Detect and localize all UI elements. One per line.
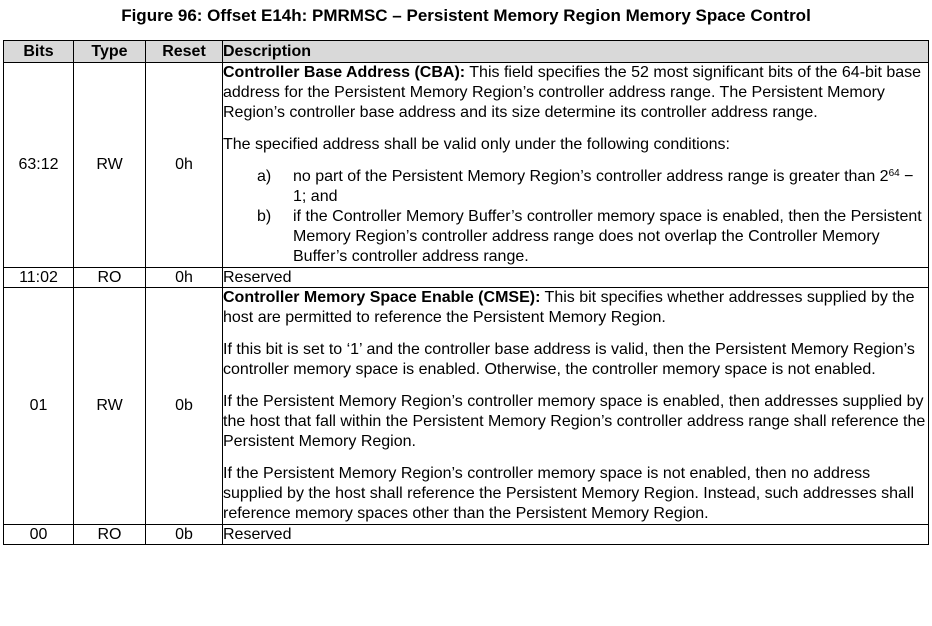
header-type: Type	[74, 41, 146, 63]
cell-type: RW	[74, 288, 146, 525]
cell-bits: 11:02	[4, 268, 74, 288]
cmse-paragraph-3: If the Persistent Memory Region’s controller memory space is enabled, then addresses supplied by the host that fall within the Persistent Memory Region’s controller address range shall reference the Persistent Memory Region.	[223, 393, 926, 450]
cell-bits: 01	[4, 288, 74, 525]
list-marker-a: a)	[257, 168, 272, 185]
table-row-cba	[4, 63, 929, 268]
condition-a-text: no part of the Persistent Memory Region’s controller address range is greater than 2	[293, 168, 889, 185]
table-row-reserved-low	[4, 525, 929, 545]
condition-b-text: if the Controller Memory Buffer’s controller memory space is enabled, then the Persistent Memory Region’s controller address range does not overlap the Controller Memory Buffer’s controller address range.	[293, 208, 922, 265]
cell-reset: 0h	[146, 268, 223, 288]
cba-paragraph-2: The specified address shall be valid only under the following conditions:	[223, 136, 730, 153]
cell-reset: 0b	[146, 525, 223, 545]
list-marker-b: b)	[257, 208, 272, 225]
cmse-paragraph-4: If the Persistent Memory Region’s controller memory space is not enabled, then no address supplied by the host shall reference the Persistent Memory Region. Instead, such addresses shall reference memory spaces other than the Persistent Memory Region.	[223, 465, 915, 522]
list-item	[223, 167, 928, 207]
cell-bits: 63:12	[4, 63, 74, 268]
field-name-cmse: Controller Memory Space Enable (CMSE):	[223, 289, 541, 306]
cell-description: Reserved	[223, 525, 929, 545]
cell-description	[223, 288, 929, 525]
cell-bits: 00	[4, 525, 74, 545]
cmse-paragraph-1	[223, 288, 928, 328]
cell-description: Reserved	[223, 268, 929, 288]
cell-reset: 0b	[146, 288, 223, 525]
cell-type: RO	[74, 525, 146, 545]
cell-description	[223, 63, 929, 268]
cell-type: RO	[74, 268, 146, 288]
exponent: 64	[888, 168, 900, 179]
figure-title: Figure 96: Offset E14h: PMRMSC – Persistent Memory Region Memory Space Control	[121, 6, 811, 25]
cba-text-1: This field specifies the 52 most significant bits of the 64-bit base address for the Persistent Memory Region’s controller address range. The Persistent Memory Region’s controller base address and its size determine its controller address range.	[223, 64, 922, 121]
register-table	[3, 40, 929, 545]
field-name-cba: Controller Base Address (CBA):	[223, 64, 466, 81]
cmse-paragraph-2: If this bit is set to ‘1’ and the controller base address is valid, then the Persistent Memory Region’s controller memory space is enabled. Otherwise, the controller memory space is not enabled.	[223, 341, 915, 378]
condition-a-tail: − 1; and	[293, 168, 914, 205]
header-reset: Reset	[146, 41, 223, 63]
cba-paragraph-1	[223, 63, 928, 123]
conditions-list	[223, 167, 928, 267]
table-row-cmse	[4, 288, 929, 525]
table-row-reserved-high	[4, 268, 929, 288]
cmse-text-1: This bit specifies whether addresses supplied by the host are permitted to reference the Persistent Memory Region.	[223, 289, 915, 326]
list-item	[223, 207, 928, 267]
header-description: Description	[223, 41, 929, 63]
header-bits: Bits	[4, 41, 74, 63]
cell-reset: 0h	[146, 63, 223, 268]
table-header-row	[4, 41, 929, 63]
cell-type: RW	[74, 63, 146, 268]
